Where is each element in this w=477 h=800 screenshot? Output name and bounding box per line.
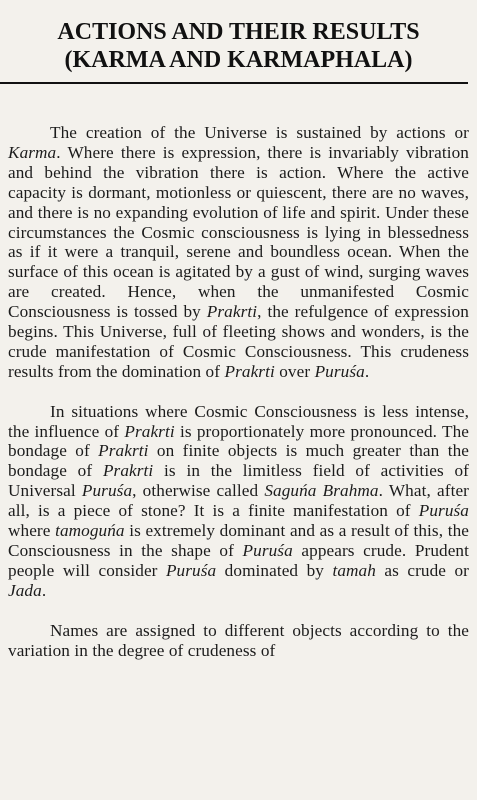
italic-term: Puruśa bbox=[242, 541, 293, 561]
chapter-title: ACTIONS AND THEIR RESULTS bbox=[57, 19, 420, 45]
paragraph bbox=[8, 621, 469, 661]
text-run: appears crude. Prudent people will consider bbox=[8, 541, 470, 580]
text-run: , the refulgence of expression begins. This Universe, full of fleeting shows and wonders, is the crude manifestation of Cosmic Consciousness. This crudeness results from the domination of bbox=[8, 302, 470, 381]
italic-term: Karma bbox=[8, 142, 57, 162]
italic-term: Prakrti bbox=[98, 441, 149, 461]
italic-term: Jada bbox=[8, 580, 42, 600]
text-run: Names are assigned to different objects according to the variation in the degree of crudeness of bbox=[8, 620, 469, 660]
paragraph bbox=[8, 123, 469, 382]
text-run: is in the limitless field of activities of Universal bbox=[8, 461, 469, 501]
text-run: . Where there is expression, there is invariably vibration and behind the vibration there is action. Where the active capacity is dormant, motionless or quiescent, there are no waves, and there is no expanding evolution of life and spirit. Under these circumstances the Cosmic consciousness is lying in blessedness as if it were a tranquil, serene and boundless ocean. When the surface of this ocean is agitated by a gust of wind, surging waves are created. Hence, when the unmanifested Cosmic Consciousness is tossed by bbox=[8, 142, 469, 322]
italic-term: Prakrti bbox=[206, 302, 258, 322]
italic-term: Puruśa bbox=[81, 481, 133, 501]
text-run: is extremely dominant and as a result of this, the Consciousness in the shape of bbox=[8, 521, 469, 561]
text-run: . bbox=[41, 580, 47, 600]
text-run: In situations where Cosmic Consciousness is less intense, the influence of bbox=[8, 401, 469, 441]
text-run: dominated by bbox=[216, 560, 333, 580]
italic-term: Puruśa bbox=[314, 361, 365, 381]
text-run: . What, after all, is a piece of stone? It is a finite manifestation of bbox=[8, 481, 469, 521]
chapter-subtitle: (KARMA AND KARMAPHALA) bbox=[64, 47, 413, 73]
chapter-heading bbox=[0, 18, 477, 74]
italic-term: Puruśa bbox=[165, 560, 217, 580]
text-run: . bbox=[364, 361, 370, 381]
italic-term: tamah bbox=[332, 560, 376, 580]
body-text bbox=[8, 123, 469, 660]
text-run: The creation of the Universe is sustained by actions or bbox=[50, 123, 469, 142]
heading-rule bbox=[0, 82, 468, 84]
italic-term: Prakrti bbox=[224, 361, 275, 381]
paragraph bbox=[8, 402, 469, 601]
italic-term: Prakrti bbox=[102, 461, 154, 481]
text-run: on finite objects is much greater than the bondage of bbox=[8, 441, 469, 481]
text-run: is proportionately more pronounced. The bondage of bbox=[8, 421, 469, 461]
italic-term: Prakrti bbox=[124, 421, 175, 441]
italic-term: Puruśa bbox=[418, 501, 469, 521]
text-run: , otherwise called bbox=[132, 481, 265, 501]
italic-term: Saguńa Brahma bbox=[264, 481, 379, 501]
text-run: as crude or bbox=[375, 560, 469, 580]
text-run: where bbox=[8, 521, 56, 541]
italic-term: tamoguńa bbox=[55, 521, 125, 541]
text-run: over bbox=[274, 361, 315, 381]
